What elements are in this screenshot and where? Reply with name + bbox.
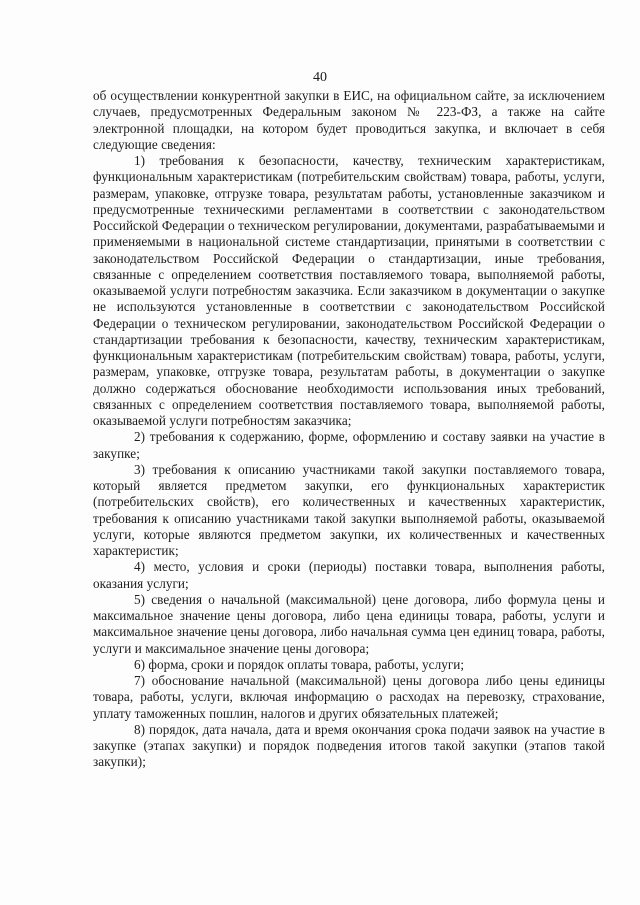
paragraph-item-2: 2) требования к содержанию, форме, оформлению и составу заявки на участие в закупке; <box>93 429 605 461</box>
document-body <box>93 88 605 771</box>
paragraph-item-6: 6) форма, сроки и порядок оплаты товара, работы, услуги; <box>134 656 465 672</box>
paragraph-item-4: 4) место, условия и сроки (периоды) поставки товара, выполнения работы, оказания услуги; <box>93 559 605 591</box>
paragraph-item-5: 5) сведения о начальной (максимальной) цене договора, либо формула цены и максимальное значение цены договора, либо цена единицы товара, работы, услуги и максимальное значение цены договора, либо начальная сумма цен единиц товара, работы, услуги и максимальное значение цены договора; <box>93 591 605 656</box>
paragraph-intro-continuation: об осуществлении конкурентной закупки в ЕИС, на официальном сайте, за исключением случаев, предусмотренных Федеральным законом № 223-ФЗ, а также на сайте электронной площадки, на котором будет проводиться закупка, и включает в себя следующие сведения: <box>93 88 605 152</box>
page-number: 40 <box>313 70 327 85</box>
paragraph-item-3: 3) требования к описанию участниками такой закупки поставляемого товара, который является предметом закупки, его функциональных характеристик (потребительских свойств), его количественных и качественных характеристик, требования к описанию участниками такой закупки выполняемой работы, оказываемой услуги, которые являются предметом закупки, их количественных и качественных характеристик; <box>93 461 605 558</box>
paragraph-item-8: 8) порядок, дата начала, дата и время окончания срока подачи заявок на участие в закупке (этапах закупки) и порядок подведения итогов такой закупки (этапов такой закупки); <box>93 721 605 770</box>
paragraph-item-7: 7) обоснование начальной (максимальной) цены договора либо цены единицы товара, работы, услуги, включая информацию о расходах на перевозку, страхование, уплату таможенных пошлин, налогов и других обязательных платежей; <box>93 673 605 721</box>
paragraph-item-1: 1) требования к безопасности, качеству, техническим характеристикам, функциональным характеристикам (потребительским свойствам) товара, работы, услуги, размерам, упаковке, отгрузке товара, результатам работы, установленные заказчиком и предусмотренные техническими регламентами в соответствии с законодательством Российской Федерации о техническом регулировании, документами, разрабатываемыми и применяемыми в национальной системе стандартизации, принятыми в соответствии с законодательством Российской Федерации о стандартизации, иные требования, связанные с определением соответствия поставляемого товара, выполняемой работы, оказываемой услуги потребностям заказчика. Если заказчиком в документации о закупке не используются установленные в соответствии с законодательством Российской Федерации о техническом регулировании, законодательством Российской Федерации о стандартизации требования к безопасности, качеству, техническим характеристикам, функциональным характеристикам (потребительским свойствам) товара, работы, услуги, размерам, упаковке, отгрузке товара, результатам работы, в документации о закупке должно содержаться обоснование необходимости использования иных требований, связанных с определением соответствия поставляемого товара, выполняемой работы, оказываемой услуги потребностям заказчика; <box>93 153 605 428</box>
